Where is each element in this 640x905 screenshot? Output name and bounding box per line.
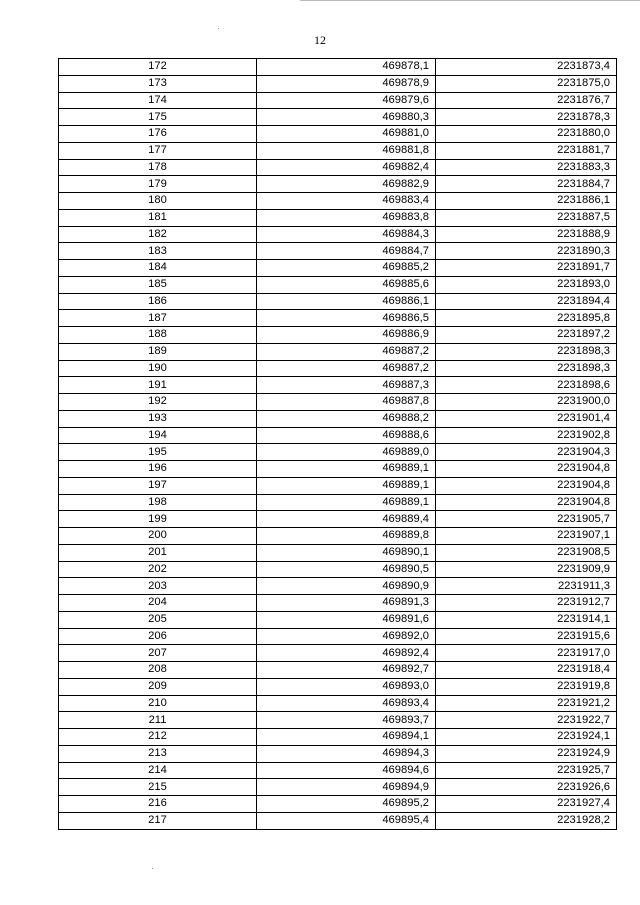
table-row <box>59 544 617 561</box>
y-coordinate-cell: 2231919,8 <box>436 678 617 695</box>
x-coordinate-cell: 469893,7 <box>257 712 436 729</box>
x-coordinate-cell: 469878,9 <box>257 75 436 92</box>
point-number-cell: 185 <box>59 276 257 293</box>
point-number-cell: 192 <box>59 394 257 411</box>
y-coordinate-cell: 2231880,0 <box>436 126 617 143</box>
table-row <box>59 243 617 260</box>
x-coordinate-cell: 469894,9 <box>257 779 436 796</box>
table-row <box>59 494 617 511</box>
point-number-cell: 206 <box>59 628 257 645</box>
table-row <box>59 528 617 545</box>
table-row <box>59 712 617 729</box>
point-number-cell: 193 <box>59 410 257 427</box>
x-coordinate-cell: 469889,1 <box>257 461 436 478</box>
point-number-cell: 198 <box>59 494 257 511</box>
table-row <box>59 477 617 494</box>
table-row <box>59 628 617 645</box>
point-number-cell: 181 <box>59 209 257 226</box>
x-coordinate-cell: 469890,1 <box>257 544 436 561</box>
table-row <box>59 327 617 344</box>
point-number-cell: 216 <box>59 796 257 813</box>
y-coordinate-cell: 2231876,7 <box>436 92 617 109</box>
x-coordinate-cell: 469895,4 <box>257 812 436 829</box>
table-row <box>59 260 617 277</box>
x-coordinate-cell: 469894,6 <box>257 762 436 779</box>
table-row <box>59 159 617 176</box>
x-coordinate-cell: 469881,0 <box>257 126 436 143</box>
x-coordinate-cell: 469888,2 <box>257 410 436 427</box>
x-coordinate-cell: 469889,1 <box>257 494 436 511</box>
point-number-cell: 214 <box>59 762 257 779</box>
point-number-cell: 186 <box>59 293 257 310</box>
table-row <box>59 461 617 478</box>
point-number-cell: 204 <box>59 595 257 612</box>
y-coordinate-cell: 2231887,5 <box>436 209 617 226</box>
point-number-cell: 196 <box>59 461 257 478</box>
y-coordinate-cell: 2231900,0 <box>436 394 617 411</box>
x-coordinate-cell: 469882,9 <box>257 176 436 193</box>
y-coordinate-cell: 2231898,6 <box>436 377 617 394</box>
table-row <box>59 812 617 829</box>
y-coordinate-cell: 2231907,1 <box>436 528 617 545</box>
y-coordinate-cell: 2231884,7 <box>436 176 617 193</box>
y-coordinate-cell: 2231894,4 <box>436 293 617 310</box>
y-coordinate-cell: 2231875,0 <box>436 75 617 92</box>
x-coordinate-cell: 469892,4 <box>257 645 436 662</box>
x-coordinate-cell: 469889,8 <box>257 528 436 545</box>
point-number-cell: 201 <box>59 544 257 561</box>
x-coordinate-cell: 469893,0 <box>257 678 436 695</box>
x-coordinate-cell: 469883,4 <box>257 193 436 210</box>
table-row <box>59 126 617 143</box>
scan-speck <box>218 28 219 29</box>
coordinates-table <box>58 58 617 830</box>
y-coordinate-cell: 2231915,6 <box>436 628 617 645</box>
table-row <box>59 796 617 813</box>
y-coordinate-cell: 2231926,6 <box>436 779 617 796</box>
y-coordinate-cell: 2231912,7 <box>436 595 617 612</box>
y-coordinate-cell: 2231890,3 <box>436 243 617 260</box>
x-coordinate-cell: 469888,6 <box>257 427 436 444</box>
table-row <box>59 226 617 243</box>
x-coordinate-cell: 469887,2 <box>257 360 436 377</box>
table-row <box>59 59 617 76</box>
x-coordinate-cell: 469884,7 <box>257 243 436 260</box>
y-coordinate-cell: 2231902,8 <box>436 427 617 444</box>
x-coordinate-cell: 469893,4 <box>257 695 436 712</box>
y-coordinate-cell: 2231888,9 <box>436 226 617 243</box>
table-row <box>59 310 617 327</box>
table-row <box>59 176 617 193</box>
table-row <box>59 511 617 528</box>
x-coordinate-cell: 469889,0 <box>257 444 436 461</box>
top-border-line <box>300 0 640 1</box>
point-number-cell: 191 <box>59 377 257 394</box>
point-number-cell: 211 <box>59 712 257 729</box>
table-row <box>59 276 617 293</box>
point-number-cell: 177 <box>59 142 257 159</box>
x-coordinate-cell: 469891,6 <box>257 611 436 628</box>
table-row <box>59 444 617 461</box>
x-coordinate-cell: 469890,9 <box>257 578 436 595</box>
point-number-cell: 217 <box>59 812 257 829</box>
table-row <box>59 377 617 394</box>
x-coordinate-cell: 469886,1 <box>257 293 436 310</box>
y-coordinate-cell: 2231909,9 <box>436 561 617 578</box>
x-coordinate-cell: 469894,3 <box>257 745 436 762</box>
point-number-cell: 190 <box>59 360 257 377</box>
point-number-cell: 176 <box>59 126 257 143</box>
y-coordinate-cell: 2231904,3 <box>436 444 617 461</box>
x-coordinate-cell: 469891,3 <box>257 595 436 612</box>
x-coordinate-cell: 469879,6 <box>257 92 436 109</box>
table-row <box>59 779 617 796</box>
table-row <box>59 729 617 746</box>
y-coordinate-cell: 2231878,3 <box>436 109 617 126</box>
table-row <box>59 678 617 695</box>
point-number-cell: 188 <box>59 327 257 344</box>
point-number-cell: 209 <box>59 678 257 695</box>
y-coordinate-cell: 2231911,3 <box>436 578 617 595</box>
table-row <box>59 109 617 126</box>
table-row <box>59 645 617 662</box>
y-coordinate-cell: 2231927,4 <box>436 796 617 813</box>
y-coordinate-cell: 2231908,5 <box>436 544 617 561</box>
point-number-cell: 180 <box>59 193 257 210</box>
point-number-cell: 199 <box>59 511 257 528</box>
table-row <box>59 360 617 377</box>
point-number-cell: 187 <box>59 310 257 327</box>
point-number-cell: 202 <box>59 561 257 578</box>
y-coordinate-cell: 2231901,4 <box>436 410 617 427</box>
x-coordinate-cell: 469894,1 <box>257 729 436 746</box>
table-row <box>59 92 617 109</box>
point-number-cell: 197 <box>59 477 257 494</box>
x-coordinate-cell: 469887,3 <box>257 377 436 394</box>
table-row <box>59 142 617 159</box>
point-number-cell: 215 <box>59 779 257 796</box>
y-coordinate-cell: 2231904,8 <box>436 494 617 511</box>
y-coordinate-cell: 2231891,7 <box>436 260 617 277</box>
x-coordinate-cell: 469878,1 <box>257 59 436 76</box>
x-coordinate-cell: 469880,3 <box>257 109 436 126</box>
y-coordinate-cell: 2231928,2 <box>436 812 617 829</box>
point-number-cell: 208 <box>59 662 257 679</box>
point-number-cell: 207 <box>59 645 257 662</box>
y-coordinate-cell: 2231924,9 <box>436 745 617 762</box>
y-coordinate-cell: 2231898,3 <box>436 360 617 377</box>
x-coordinate-cell: 469892,7 <box>257 662 436 679</box>
y-coordinate-cell: 2231873,4 <box>436 59 617 76</box>
table-row <box>59 695 617 712</box>
y-coordinate-cell: 2231904,8 <box>436 461 617 478</box>
x-coordinate-cell: 469885,2 <box>257 260 436 277</box>
y-coordinate-cell: 2231924,1 <box>436 729 617 746</box>
x-coordinate-cell: 469892,0 <box>257 628 436 645</box>
y-coordinate-cell: 2231897,2 <box>436 327 617 344</box>
point-number-cell: 179 <box>59 176 257 193</box>
point-number-cell: 212 <box>59 729 257 746</box>
y-coordinate-cell: 2231918,4 <box>436 662 617 679</box>
x-coordinate-cell: 469883,8 <box>257 209 436 226</box>
point-number-cell: 172 <box>59 59 257 76</box>
y-coordinate-cell: 2231905,7 <box>436 511 617 528</box>
point-number-cell: 194 <box>59 427 257 444</box>
point-number-cell: 213 <box>59 745 257 762</box>
y-coordinate-cell: 2231883,3 <box>436 159 617 176</box>
coordinates-table-body <box>59 59 617 830</box>
point-number-cell: 183 <box>59 243 257 260</box>
table-row <box>59 410 617 427</box>
y-coordinate-cell: 2231922,7 <box>436 712 617 729</box>
y-coordinate-cell: 2231893,0 <box>436 276 617 293</box>
table-row <box>59 578 617 595</box>
y-coordinate-cell: 2231917,0 <box>436 645 617 662</box>
table-row <box>59 394 617 411</box>
point-number-cell: 205 <box>59 611 257 628</box>
x-coordinate-cell: 469886,9 <box>257 327 436 344</box>
x-coordinate-cell: 469895,2 <box>257 796 436 813</box>
scan-speck <box>152 868 153 869</box>
point-number-cell: 195 <box>59 444 257 461</box>
point-number-cell: 203 <box>59 578 257 595</box>
table-row <box>59 745 617 762</box>
y-coordinate-cell: 2231895,8 <box>436 310 617 327</box>
table-row <box>59 662 617 679</box>
x-coordinate-cell: 469889,4 <box>257 511 436 528</box>
point-number-cell: 189 <box>59 343 257 360</box>
point-number-cell: 184 <box>59 260 257 277</box>
table-row <box>59 561 617 578</box>
table-row <box>59 611 617 628</box>
page-number: 12 <box>314 33 326 47</box>
table-row <box>59 193 617 210</box>
y-coordinate-cell: 2231881,7 <box>436 142 617 159</box>
x-coordinate-cell: 469889,1 <box>257 477 436 494</box>
table-row <box>59 75 617 92</box>
y-coordinate-cell: 2231914,1 <box>436 611 617 628</box>
x-coordinate-cell: 469885,6 <box>257 276 436 293</box>
table-row <box>59 762 617 779</box>
x-coordinate-cell: 469881,8 <box>257 142 436 159</box>
table-row <box>59 343 617 360</box>
x-coordinate-cell: 469882,4 <box>257 159 436 176</box>
point-number-cell: 178 <box>59 159 257 176</box>
x-coordinate-cell: 469886,5 <box>257 310 436 327</box>
y-coordinate-cell: 2231886,1 <box>436 193 617 210</box>
table-row <box>59 209 617 226</box>
y-coordinate-cell: 2231921,2 <box>436 695 617 712</box>
table-row <box>59 595 617 612</box>
point-number-cell: 182 <box>59 226 257 243</box>
point-number-cell: 210 <box>59 695 257 712</box>
x-coordinate-cell: 469884,3 <box>257 226 436 243</box>
point-number-cell: 200 <box>59 528 257 545</box>
point-number-cell: 175 <box>59 109 257 126</box>
y-coordinate-cell: 2231925,7 <box>436 762 617 779</box>
table-row <box>59 427 617 444</box>
table-row <box>59 293 617 310</box>
x-coordinate-cell: 469887,2 <box>257 343 436 360</box>
x-coordinate-cell: 469887,8 <box>257 394 436 411</box>
point-number-cell: 174 <box>59 92 257 109</box>
y-coordinate-cell: 2231898,3 <box>436 343 617 360</box>
x-coordinate-cell: 469890,5 <box>257 561 436 578</box>
y-coordinate-cell: 2231904,8 <box>436 477 617 494</box>
point-number-cell: 173 <box>59 75 257 92</box>
